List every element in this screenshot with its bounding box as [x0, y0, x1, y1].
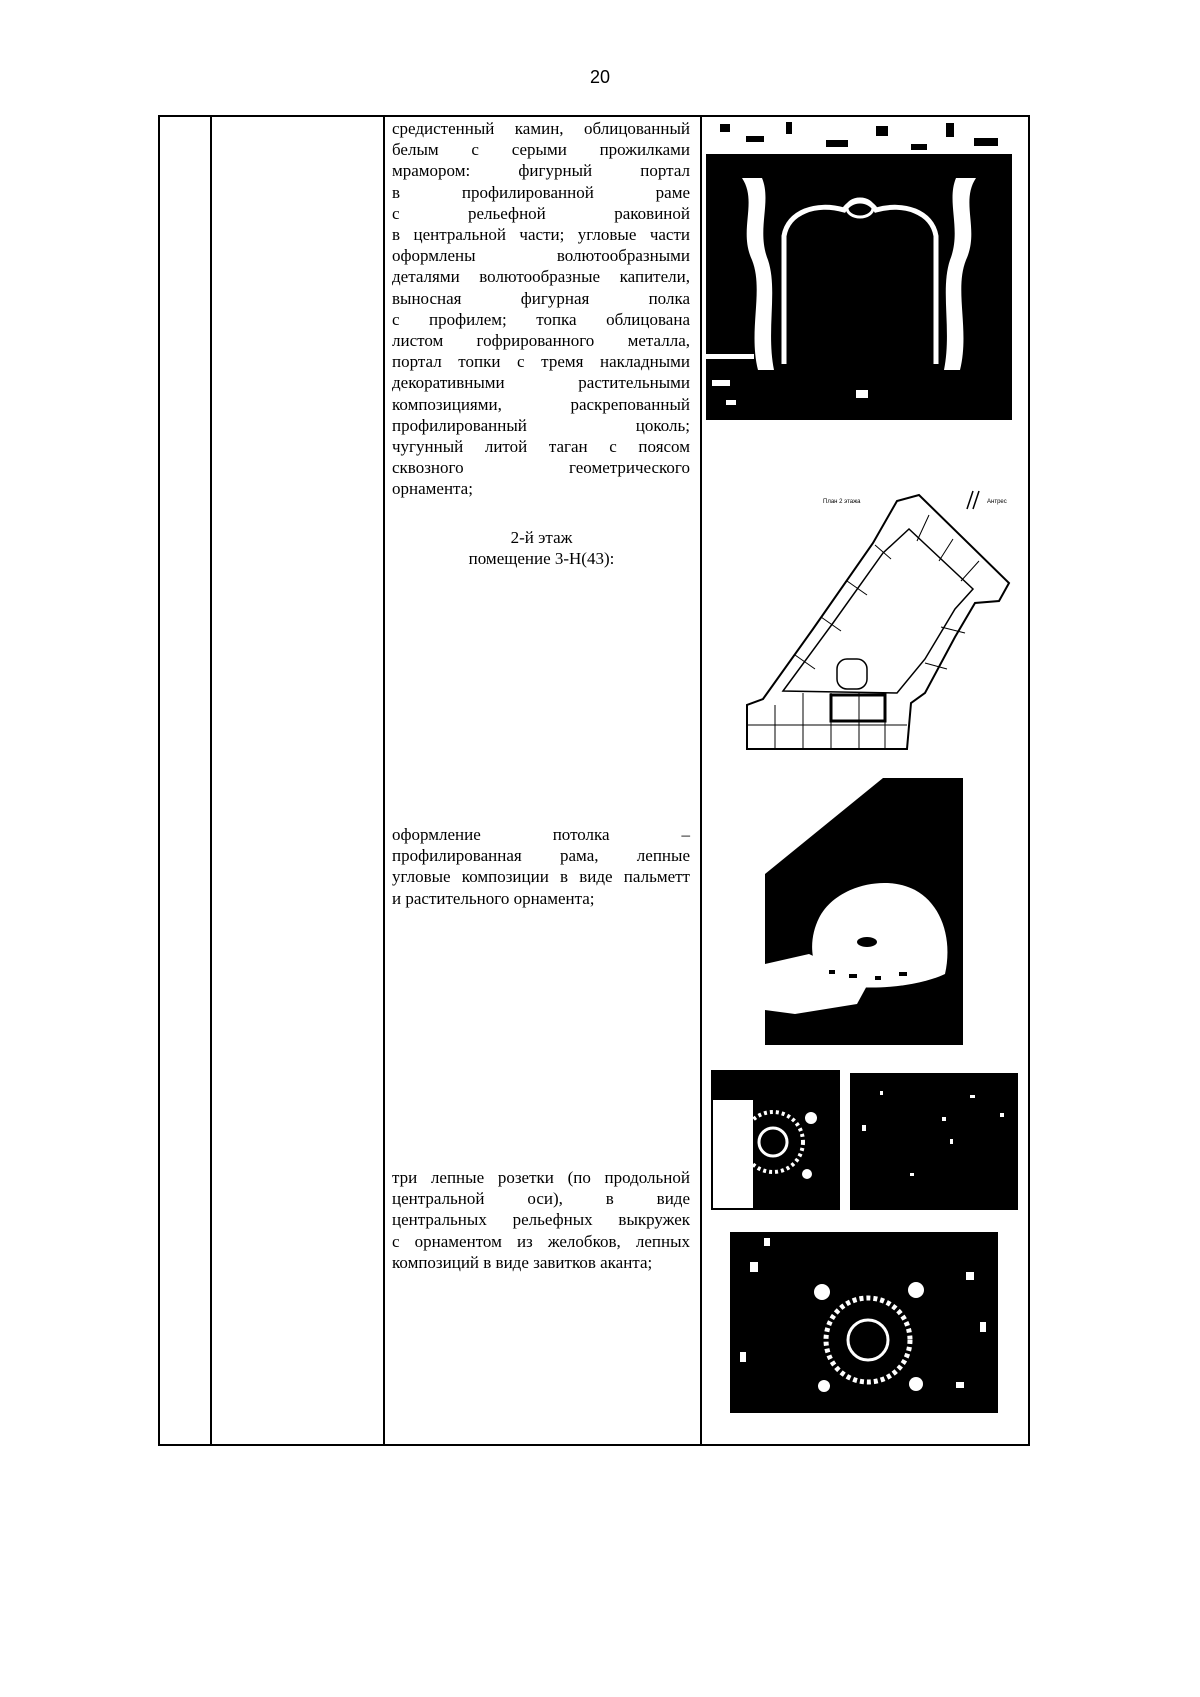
- fireplace-description-line: средистенный камин, облицованный: [392, 119, 690, 138]
- fireplace-description-line: композициями, раскрепованный: [392, 394, 690, 414]
- ceiling-description-line: и растительного орнамента;: [392, 888, 595, 908]
- floor-plan-title: План 2 этажа: [823, 499, 861, 505]
- floor-room-heading: [383, 527, 700, 569]
- rosette-photo-left: [711, 1070, 840, 1210]
- ornament-detail: [857, 937, 877, 947]
- fireplace-description-line: оформлены волютообразными: [392, 246, 690, 266]
- fireplace-description-line: декоративными растительными: [392, 373, 690, 393]
- fireplace-description-line: мрамором: фигурный портал: [392, 161, 690, 181]
- fireplace-description: [392, 118, 690, 500]
- rosettes-description: [392, 1167, 690, 1273]
- fireplace-description-line: чугунный литой таган с поясом: [392, 437, 690, 457]
- fireplace-description-line: листом гофрированного металла,: [392, 331, 690, 351]
- fireplace-description-line: деталями волютообразные капители,: [392, 267, 690, 287]
- rosettes-description-line: с орнаментом из желобков, лепных: [392, 1231, 690, 1251]
- fireplace-description-line: орнамента;: [392, 479, 473, 499]
- floor-plan-image: [725, 487, 1020, 755]
- ceiling-corner-photo: [765, 778, 963, 1045]
- fireplace-description-line: сквозного геометрического: [392, 458, 690, 478]
- table-column-divider: [383, 117, 385, 1444]
- floor-label: 2-й этаж: [510, 528, 573, 547]
- fireplace-description-line: с рельефной раковиной: [392, 203, 690, 223]
- fireplace-description-line: в профилированной раме: [392, 182, 690, 202]
- rosettes-description-line: композиций в виде завитков аканта;: [392, 1252, 653, 1272]
- ceiling-description-line: профилированная рама, лепные: [392, 846, 690, 866]
- room-label: помещение 3-Н(43):: [468, 549, 615, 569]
- rosettes-description-line: центральной оси), в виде: [392, 1189, 690, 1209]
- fireplace-description-line: с профилем; топка облицована: [392, 309, 690, 329]
- table-column-divider: [700, 117, 702, 1444]
- page-number: 20: [589, 67, 611, 87]
- fireplace-photo: [706, 118, 1012, 420]
- fireplace-description-line: выносная фигурная полка: [392, 288, 690, 308]
- ceiling-description: [392, 824, 690, 909]
- fireplace-description-line: портал топки с тремя накладными: [392, 352, 690, 372]
- rosettes-description-line: три лепные розетки (по продольной: [392, 1168, 690, 1187]
- fireplace-description-line: в центральной части; угловые части: [392, 225, 690, 245]
- stair-tower: [837, 659, 867, 689]
- rosette-photo-large: [730, 1232, 998, 1413]
- floor-plan-label: Антрес: [987, 499, 1007, 505]
- ceiling-description-line: угловые композиции в виде пальметт: [392, 867, 690, 887]
- photo-background: [850, 1073, 1018, 1210]
- table-column-divider: [210, 117, 212, 1444]
- rosettes-description-line: центральных рельефных выкружек: [392, 1210, 690, 1230]
- rosette-photo-right: [850, 1073, 1018, 1210]
- fireplace-description-line: профилированный цоколь;: [392, 415, 690, 435]
- fireplace-description-line: белым с серыми прожилками: [392, 140, 690, 160]
- ceiling-description-line: оформление потолка –: [392, 825, 690, 844]
